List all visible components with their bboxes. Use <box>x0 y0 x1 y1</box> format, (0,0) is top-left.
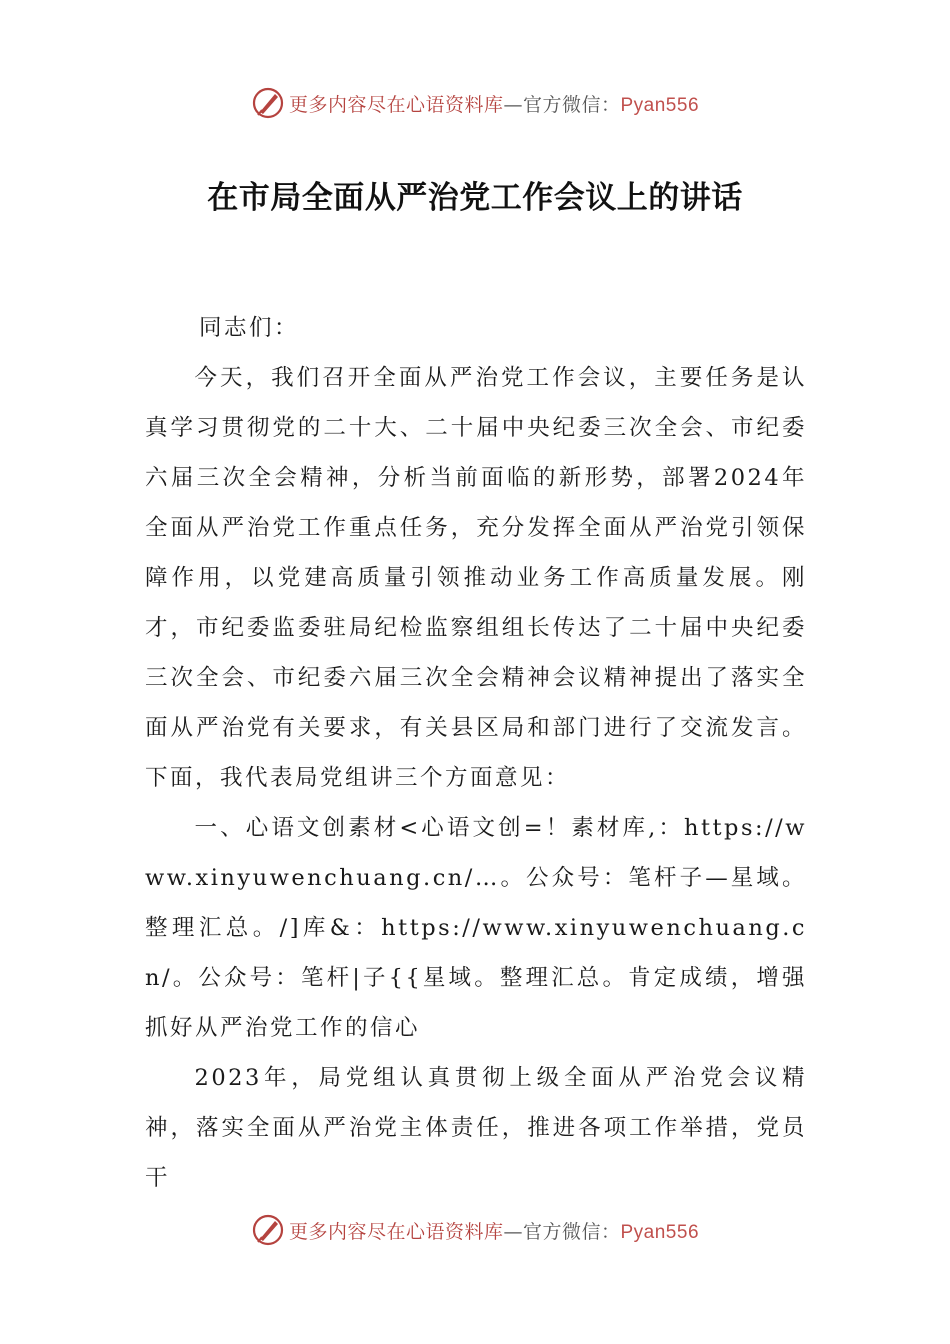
header-banner-main: 更多内容尽在心语资料库 <box>288 93 504 116</box>
header-banner <box>0 83 950 123</box>
footer-banner-text <box>289 1217 699 1244</box>
paragraph-2: 一、心语文创素材<心语文创=！素材库,：https://www.xinyuwenchuang.cn/…。公众号：笔杆子—星域。整理汇总。/]库&：https://www.xinyuwenchuang.cn/。公众号：笔杆|子{{星域。整理汇总。肯定成绩，增强抓好从严治党工作的信心 <box>145 815 807 1041</box>
paragraph-3: 2023年，局党组认真贯彻上级全面从严治党会议精神，落实全面从严治党主体责任，推进各项工作举措，党员干 <box>145 1065 807 1191</box>
salutation: 同志们： <box>199 315 300 341</box>
header-banner-wechat-label: 官方微信： <box>522 93 621 116</box>
footer-banner-main: 更多内容尽在心语资料库 <box>288 1220 504 1243</box>
footer-banner-wechat-label: 官方微信： <box>522 1220 621 1243</box>
quill-pen-circle-icon <box>251 86 285 120</box>
paragraph-1: 今天，我们召开全面从严治党工作会议，主要任务是认真学习贯彻党的二十大、二十届中央纪委三次全会、市纪委六届三次全会精神，分析当前面临的新形势，部署2024年全面从严治党工作重点任务，充分发挥全面从严治党引领保障作用，以党建高质量引领推动业务工作高质量发展。刚才，市纪委监委驻局纪检监察组组长传达了二十届中央纪委三次全会、市纪委六届三次全会精神会议精神提出了落实全面从严治党有关要求，有关县区局和部门进行了交流发言。下面，我代表局党组讲三个方面意见： <box>145 365 807 791</box>
footer-banner <box>0 1210 950 1250</box>
header-banner-text <box>289 90 699 117</box>
quill-pen-circle-icon <box>251 1213 285 1247</box>
header-banner-wechat-id: Pyan556 <box>620 94 700 116</box>
footer-banner-wechat-id: Pyan556 <box>620 1221 700 1243</box>
document-title: 在市局全面从严治党工作会议上的讲话 <box>207 180 743 216</box>
footer-banner-dash: — <box>503 1220 523 1243</box>
header-banner-dash: — <box>503 93 523 116</box>
document-body <box>145 303 807 1203</box>
